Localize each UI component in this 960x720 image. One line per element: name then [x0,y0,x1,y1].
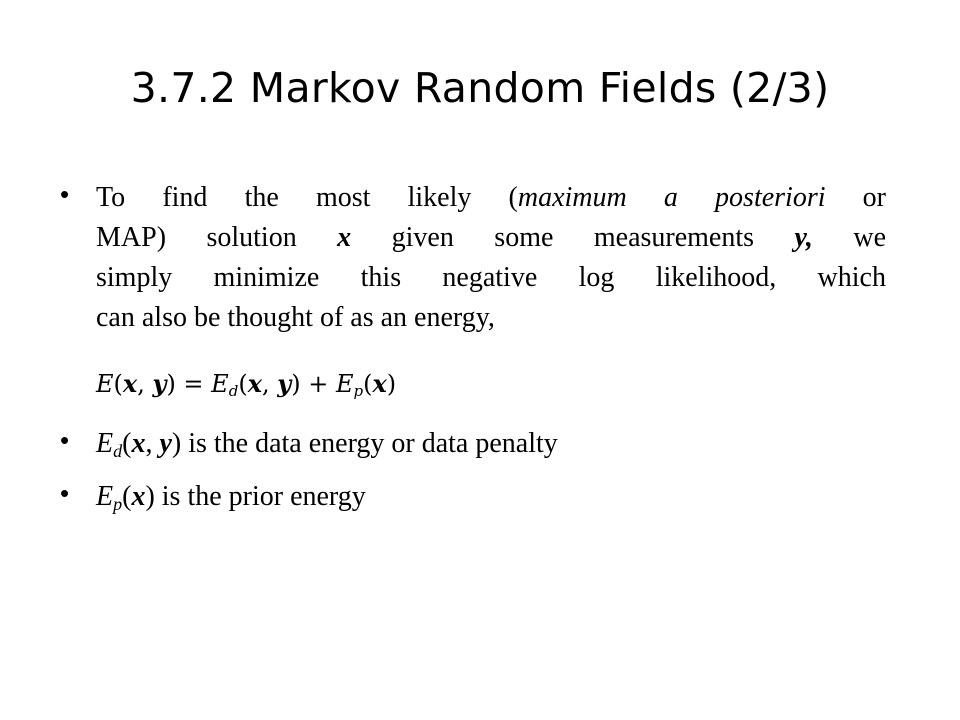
bullet-1-line-1 [96,178,886,218]
eq-symbol: E [335,370,354,398]
text-segment: or [825,182,886,213]
bullet-marker-3: • [60,478,70,508]
text-segment: ( [122,428,132,459]
text-segment: ) is the data energy or data penalty [171,428,558,459]
eq-subscript: d [228,382,239,400]
eq-symbol: ( [363,370,373,398]
eq-symbol: y [277,369,292,398]
eq-symbol: ) = [166,370,212,398]
variable-x: x [131,481,146,512]
eq-symbol: y [152,369,167,398]
eq-subscript: p [353,382,364,400]
eq-symbol: , [137,370,153,398]
eq-symbol: , [262,370,278,398]
eq-symbol: ( [113,370,123,398]
text-segment: we [812,222,886,253]
bullet-1-line-3: simply minimize this negative log likelihood, which [96,262,886,293]
eq-symbol: E [211,370,229,398]
variable-y: y [159,428,172,459]
eq-symbol: E [96,370,114,398]
bullet-marker-1: • [60,179,70,209]
bullet-3-text [96,477,366,517]
eq-subscript: p [113,494,123,514]
variable-x: x [337,222,352,253]
text-segment: given some measurements [351,222,795,253]
bullet-1-text [96,178,886,338]
text-segment: ( [122,481,132,512]
eq-symbol: ) + [291,370,336,398]
variable-y: y, [794,222,813,253]
eq-symbol: x [247,369,262,398]
bullet-marker-2: • [60,425,70,455]
eq-symbol: x [122,369,138,398]
eq-symbol: ) [386,370,397,398]
bullet-1-line-2 [96,218,886,258]
text-segment: ) is the prior energy [145,481,366,512]
slide-title: 3.7.2 Markov Random Fields (2/3) [130,64,830,112]
italic-term: maximum a posteriori [517,182,826,213]
text-segment: , [145,428,160,459]
eq-symbol: ( [238,370,248,398]
eq-symbol: E [96,481,114,512]
variable-x: x [131,428,146,459]
text-segment: MAP) solution [96,222,338,253]
eq-symbol: x [372,369,387,398]
bullet-2-text [96,424,558,464]
bullet-1-line-4: can also be thought of as an energy, [96,302,495,333]
eq-subscript: d [113,441,123,461]
text-segment: To find the most likely ( [96,182,518,213]
energy-equation [96,364,396,404]
eq-symbol: E [96,428,114,459]
